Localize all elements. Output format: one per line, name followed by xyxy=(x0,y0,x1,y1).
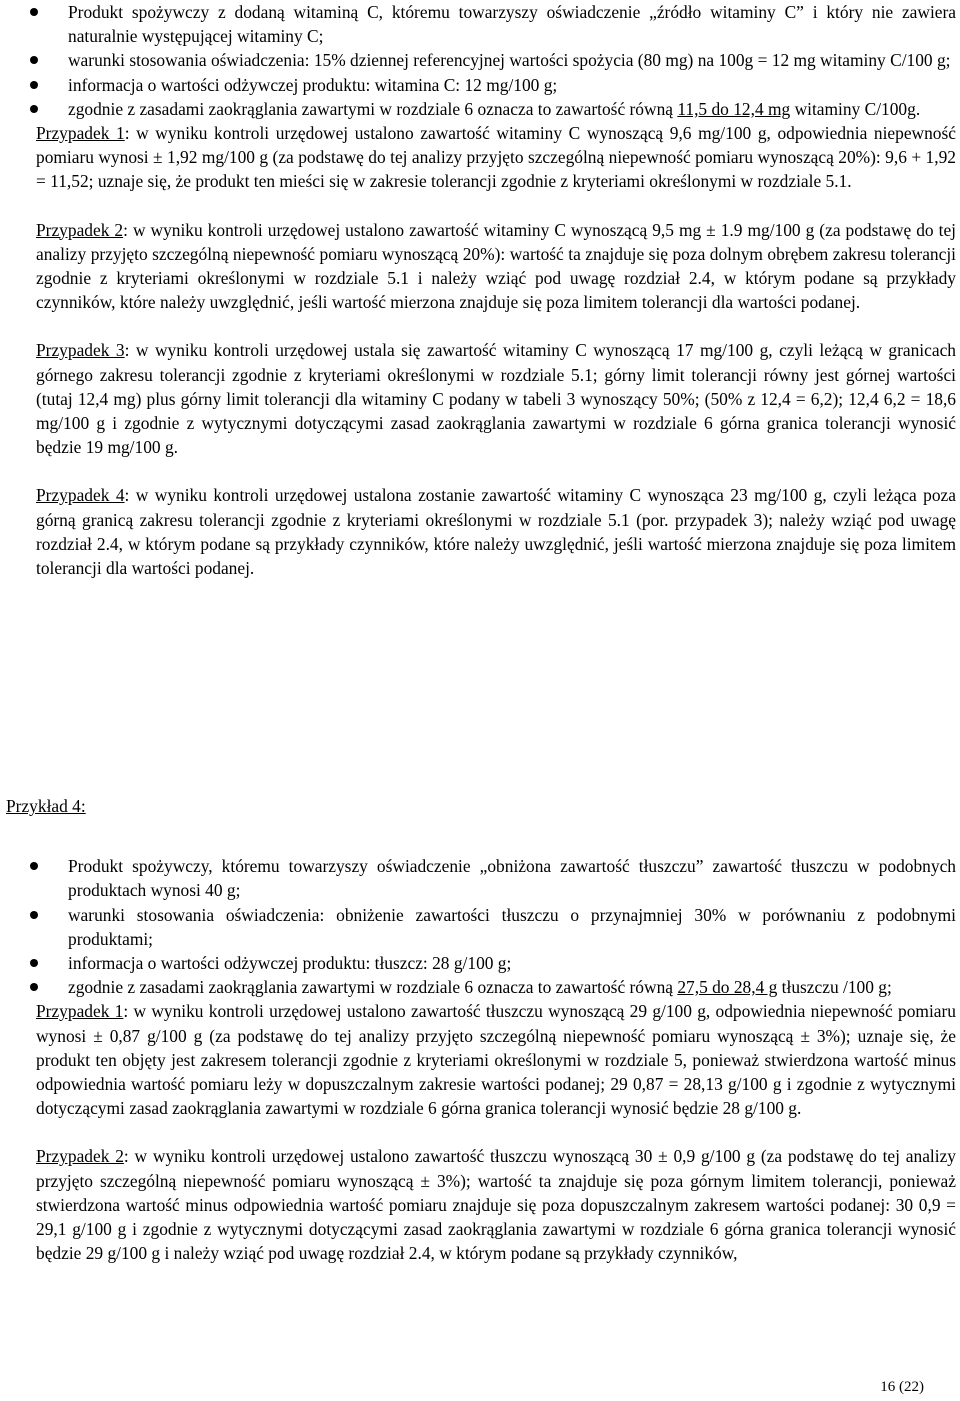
list-item: warunki stosowania oświadczenia: 15% dziennej referencyjnej wartości spożycia (80 mg) na 100g = 12 mg witaminy C/100 g; xyxy=(0,48,960,72)
list-item xyxy=(0,97,960,121)
case-label: Przypadek 1 xyxy=(36,1001,124,1022)
case-label: Przypadek 4 xyxy=(36,485,125,506)
example-heading: Przykład 4: xyxy=(6,796,86,816)
case-label: Przypadek 1 xyxy=(36,123,125,144)
list-item xyxy=(0,975,960,999)
case-text: : w wyniku kontroli urzędowej ustalono zawartość witaminy C wynoszącą 9,6 mg/100 g, odpowiednia niepewność pomiaru wynosi ± 1,92 mg/100 g (za podstawę do tej analizy przyjęto szczególną niepewność pomiaru wynoszącą 20%): 9,6 + 1,92 = 11,52; uznaje się, że produkt ten mieści się w zakresie tolerancji zgodnie z kryteriami określonymi w rozdziale 5.1. xyxy=(36,123,956,192)
case-text: : w wyniku kontroli urzędowej ustalono zawartość witaminy C wynoszącą 9,5 mg ± 1.9 mg/100 g (za podstawę do tej analizy przyjęto szczególną niepewność pomiaru wynoszącą 20%): wartość ta znajduje się poza dolnym obrębem zakresu tolerancji zgodnie z kryteriami określonymi w rozdziale 5.1 i należy wziąć pod uwagę rozdział 2.4, w którym podane są przykłady czynników, które należy uwzględnić, jeśli wartość mierzona znajduje się poza limitem tolerancji dla wartości podanej. xyxy=(36,219,956,313)
case-text: : w wyniku kontroli urzędowej ustalono zawartość tłuszczu wynoszącą 29 g/100 g, odpowiednia niepewność pomiaru wynosi ± 0,87 g/100 g (za podstawę do tej analizy przyjęto szczególną niepewność pomiaru wynoszącą ± 3%); uznaje się, że produkt ten objęty jest zakresem tolerancji zgodnie z kryteriami określonymi w rozdziale 5, ponieważ stwierdzona wartość minus odpowiednia wartość pomiaru leży w dopuszczalnym zakresie wartości podanej; 29 0,87 = 28,13 g/100 g i zgodnie z wytycznymi dotyczącymi zasad zaokrąglania zawartymi w rozdziale 6 górna granica tolerancji wynosić będzie 28 g/100 g. xyxy=(36,1001,956,1119)
case-paragraph xyxy=(36,1144,956,1265)
case-paragraph xyxy=(36,218,956,315)
example-4-section xyxy=(0,794,960,1265)
list-item-text: zgodnie z zasadami zaokrąglania zawartymi w rozdziale 6 oznacza to zawartość równą xyxy=(68,977,678,998)
page-number: 16 (22) xyxy=(880,1379,924,1395)
case-text: : w wyniku kontroli urzędowej ustalono zawartość tłuszczu wynoszącą 30 ± 0,9 g/100 g (za podstawę do tej analizy przyjęto szczególną niepewność pomiaru wynoszącą ± 3%); wartość ta znajduje się poza górnym limitem tolerancji, ponieważ stwierdzona wartość minus odpowiednia wartość pomiaru znajduje się poza dopuszczalnym zakresem wartości podanej: 30 0,9 = 29,1 g/100 g i zgodnie z wytycznymi dotyczącymi zasad zaokrąglania zawartymi w rozdziale 6 górna granica tolerancji wynosić będzie 29 g/100 g i należy wziąć pod uwagę rozdział 2.4, w którym podane są przykłady czynników, xyxy=(36,1146,956,1264)
case-paragraph xyxy=(36,121,956,194)
vitamin-c-bullet-list xyxy=(0,0,960,121)
vitamin-c-example xyxy=(0,0,960,580)
case-label: Przypadek 2 xyxy=(36,1146,124,1167)
underlined-range: 11,5 do 12,4 mg xyxy=(677,98,791,119)
list-item-text: witaminy C/100g. xyxy=(790,98,921,119)
case-paragraph xyxy=(36,483,956,580)
list-item: Produkt spożywczy z dodaną witaminą C, któremu towarzyszy oświadczenie „źródło witaminy C” i który nie zawiera naturalnie występującej witaminy C; xyxy=(0,0,960,48)
case-label: Przypadek 2 xyxy=(36,219,124,240)
list-item-text: tłuszczu /100 g; xyxy=(777,977,892,998)
case-text: : w wyniku kontroli urzędowej ustala się zawartość witaminy C wynoszącą 17 mg/100 g, czyli leżącą w granicach górnego zakresu tolerancji zgodnie z kryteriami określonymi w rozdziale 5.1; górny limit tolerancji równy jest górnej wartości (tutaj 12,4 mg) plus górny limit tolerancji dla witaminy C podany w tabeli 3 wynoszący 50%; (50% z 12,4 = 6,2); 12,4 6,2 = 18,6 mg/100 g i zgodnie z wytycznymi dotyczącymi zasad zaokrąglania zawartymi w rozdziale 6 górna granica tolerancji wynosić będzie 19 mg/100 g. xyxy=(36,340,956,458)
case-label: Przypadek 3 xyxy=(36,340,125,361)
case-paragraph xyxy=(36,999,956,1120)
underlined-range: 27,5 do 28,4 g xyxy=(677,977,778,998)
list-item: informacja o wartości odżywczej produktu: witamina C: 12 mg/100 g; xyxy=(0,73,960,97)
fat-bullet-list xyxy=(0,854,960,999)
list-item: warunki stosowania oświadczenia: obniżenie zawartości tłuszczu o przynajmniej 30% w porównaniu z podobnymi produktami; xyxy=(0,903,960,951)
list-item: informacja o wartości odżywczej produktu: tłuszcz: 28 g/100 g; xyxy=(0,951,960,975)
list-item-text: zgodnie z zasadami zaokrąglania zawartymi w rozdziale 6 oznacza to zawartość równą xyxy=(68,98,678,119)
case-text: : w wyniku kontroli urzędowej ustalona zostanie zawartość witaminy C wynosząca 23 mg/100 g, czyli leżąca poza górną granicą zakresu tolerancji zgodnie z kryteriami określonymi w rozdziale 5.1 (por. przypadek 3); należy wziąć pod uwagę rozdział 2.4, w którym podane są przykłady czynników, które należy uwzględnić, jeśli wartość mierzona znajduje się poza limitem tolerancji dla wartości podanej. xyxy=(36,485,956,579)
case-paragraph xyxy=(36,338,956,459)
list-item: Produkt spożywczy, któremu towarzyszy oświadczenie „obniżona zawartość tłuszczu” zawartość tłuszczu w podobnych produktach wynosi 40 g; xyxy=(0,854,960,902)
